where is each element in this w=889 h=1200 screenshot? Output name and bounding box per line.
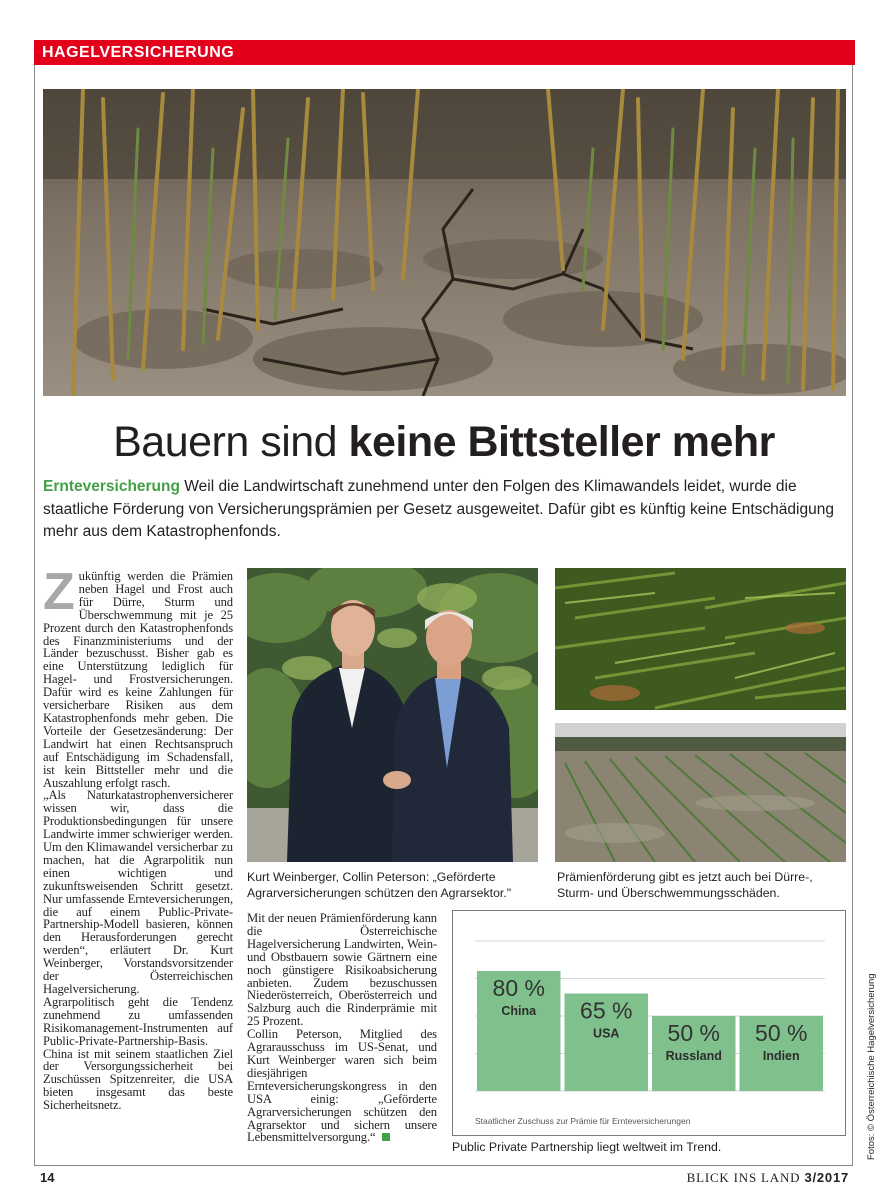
chart-category-label: China (501, 1004, 537, 1018)
body-column-2 (247, 912, 437, 1144)
chart-category-label: Russland (665, 1049, 722, 1063)
body-paragraph: Agrarpolitisch geht die Tendenz zunehmend zu umfassenden Risikomanagement-Instrumenten auf Public-Private-Partnership-Basis. China ist mit seinem staatlichen Ziel der Versorgungssicherheit bei Zuschüssen Spitzenreiter, die USA bieten insgesamt das beste Sicherheitsnetz. (43, 994, 233, 1113)
drop-cap: Z (43, 563, 75, 621)
photo-credit: Fotos: © Österreichische Hagelversicherung (866, 973, 877, 1160)
flattened-crop-photo (555, 568, 846, 710)
chart-caption: Public Private Partnership liegt weltweit im Trend. (452, 1140, 722, 1154)
body-column-1 (43, 563, 233, 1113)
page-number: 14 (40, 1170, 55, 1185)
lead-text: Weil die Landwirtschaft zunehmend unter den Folgen des Klimawandels leidet, wurde die staatliche Förderung von Versicherungsprämien per Gesetz ausgeweitet. Dafür gibt es künftig keine Entschädigung mehr aus dem Katastrophenfonds. (43, 478, 834, 540)
chart-value-label: 50 % (755, 1020, 808, 1046)
body-paragraph-text: ukünftig werden die Prämien neben Hagel und Frost auch für Dürre, Sturm und Überschwemmung mit je 25 Prozent durch den Katastrophenfonds des Finanzministeriums und der Länder bezuschusst. Bisher gab es eine Unterstützung lediglich für Hagel- und Frostversicherungen. Dafür wird es keine Zahlungen für versicherbare Risiken aus dem Katastrophenfonds mehr geben. Die Vorteile der Gesetzesänderung: Der Landwirt hat einen Rechtsanspruch auf Entschädigung im Schadensfall, ist kein Bittsteller mehr und die Auszahlung erfolgt rasch. (43, 569, 233, 790)
chart-category-label: Indien (762, 1049, 800, 1063)
crops-caption: Prämienförderung gibt es jetzt auch bei Dürre-, Sturm- und Überschwemmungsschäden. (557, 870, 813, 900)
magazine-issue: 3/2017 (804, 1170, 849, 1185)
magazine-footer (687, 1170, 849, 1186)
lead-kicker: Ernteversicherung (43, 478, 180, 495)
headline-bold: keine Bittsteller mehr (348, 418, 775, 466)
chart-x-label: Staatlicher Zuschuss zur Prämie für Ernteversicherungen (475, 1116, 691, 1126)
hero-photo-drought (43, 89, 846, 396)
headline-light: Bauern sind (113, 418, 349, 466)
article-headline (40, 416, 848, 468)
article-lead (43, 476, 849, 544)
body-paragraph (43, 563, 233, 790)
chart-value-label: 80 % (492, 975, 545, 1001)
chart-box (452, 910, 846, 1136)
portrait-photo (247, 568, 538, 862)
chart-value-label: 50 % (667, 1020, 720, 1046)
bar-chart (453, 911, 845, 1135)
body-paragraph-text: Collin Peterson, Mitglied des Agrarausschuss im US-Senat, und Kurt Weinberger waren sich beim diesjährigen Ernteversicherungskongress in den USA einig: „Geförderte Agrarversicherungen schützen den Agrarsektor und sichern unsere Lebensmittelversorgung.“ (247, 1027, 437, 1145)
body-paragraph: Mit der neuen Prämienförderung kann die Österreichische Hagelversicherung Landwirten, Wein- und Obstbauern sowie Gärtnern eine noch günstigere Risikoabsicherung anbieten. Zudem bezuschussen Niederösterreich, Oberösterreich und Salzburg auch die Rinderprämie mit 25 Prozent. (247, 911, 437, 1029)
chart-category-label: USA (593, 1026, 620, 1041)
section-header: HAGELVERSICHERUNG (34, 40, 855, 65)
portrait-caption: Kurt Weinberger, Collin Peterson: „Geförderte Agrarversicherungen schützen den Agrarsektor." (247, 870, 512, 900)
flooded-field-photo (555, 723, 846, 862)
magazine-name: BLICK INS LAND (686, 1170, 801, 1185)
body-paragraph (247, 1028, 437, 1144)
end-of-article-mark (382, 1133, 390, 1141)
body-paragraph: „Als Naturkatastrophenversicherer wissen wir, dass die Produktionsbedingungen für unsere Landwirte immer schwieriger werden. Um den Klimawandel versicherbar zu machen, hat die Agrarpolitik nun einen wichtigen und zukunftsweisenden Schritt gesetzt. Nur umfassende Ernteversicherungen, die auf einem Public-Private-Partnership-Modell basieren, können den Herausforderungen gerecht werden“, erläutert Dr. Kurt Weinberger, Vorstandsvorsitzender der Österreichischen Hagelversicherung. (43, 788, 233, 996)
chart-value-label: 65 % (580, 997, 633, 1024)
